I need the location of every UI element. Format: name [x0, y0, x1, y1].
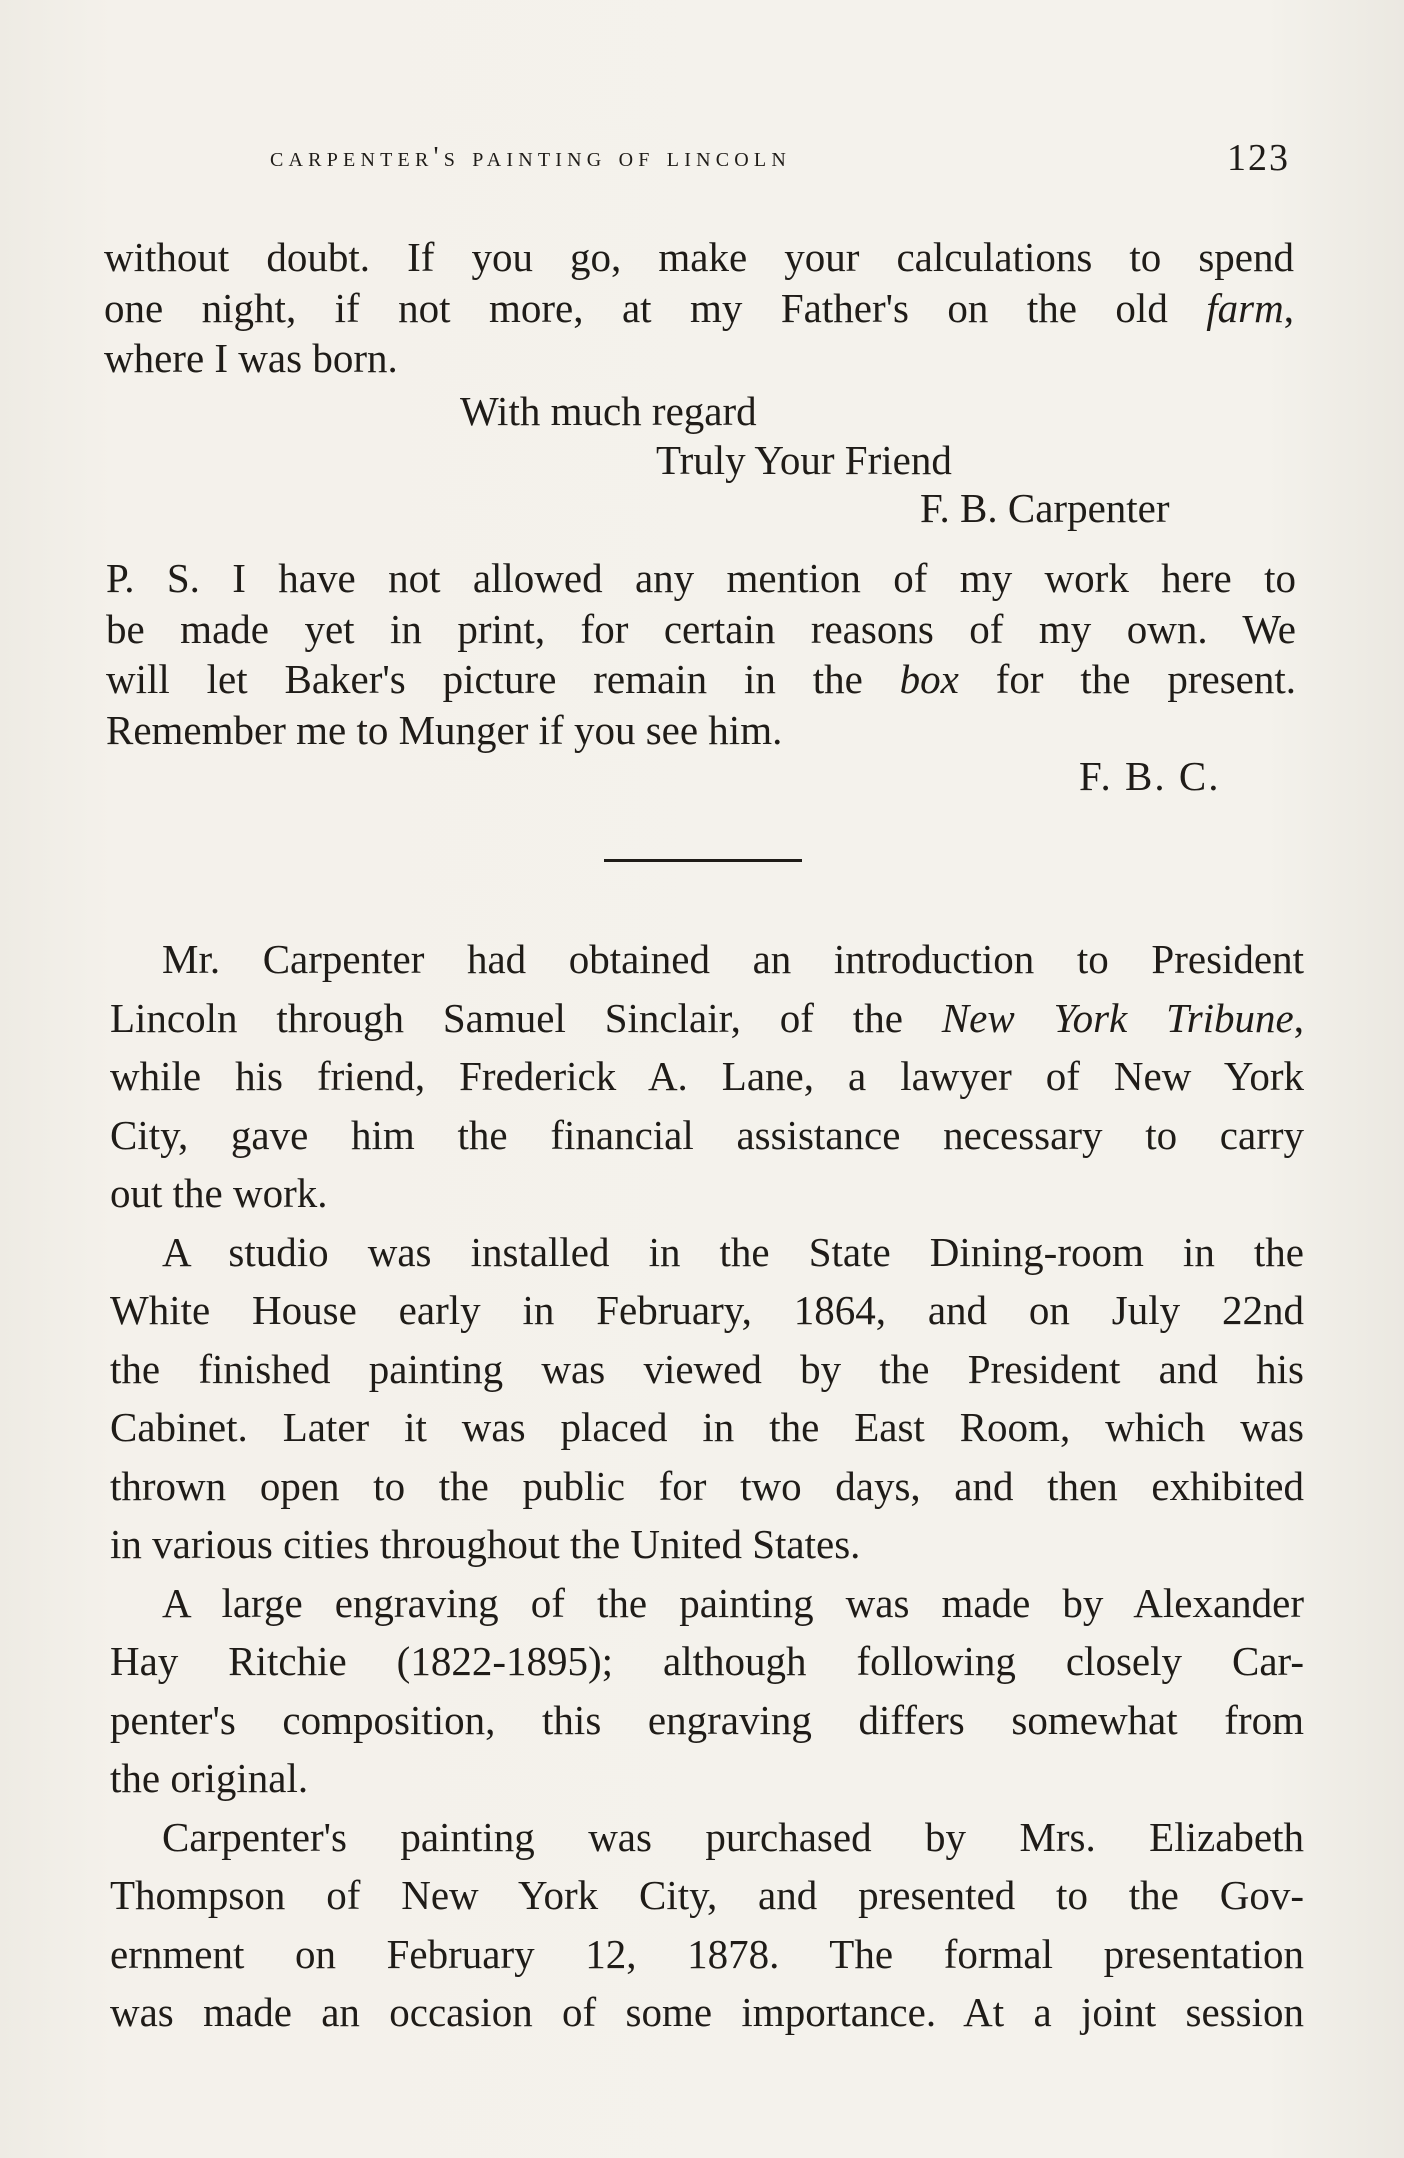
- paragraph-line: Hay Ritchie (1822-1895); although following closely Car-: [110, 1638, 1304, 1684]
- running-head: carpenter's painting of lincoln: [270, 142, 791, 173]
- paragraph-line: was made an occasion of some importance. At a joint session: [110, 1989, 1304, 2035]
- paragraph-line: the finished painting was viewed by the President and his: [110, 1345, 1304, 1392]
- paragraph-line: thrown open to the public for two days, and then exhibited: [110, 1462, 1304, 1509]
- page-number: 123: [1227, 137, 1290, 179]
- postscript-initials: F. B. C.: [1079, 753, 1221, 799]
- paragraph-line: Thompson of New York City, and presented to the Gov-: [110, 1872, 1304, 1918]
- postscript: [106, 553, 1296, 755]
- section-divider: [604, 859, 802, 862]
- paragraph-line: in various cities throughout the United States.: [110, 1521, 861, 1567]
- main-text: [110, 930, 1304, 2042]
- letter-closing-regard: With much regard: [460, 388, 757, 434]
- paragraph-line: the original.: [110, 1755, 309, 1801]
- paragraph-line: Cabinet. Later it was placed in the East Room, which was: [110, 1404, 1304, 1450]
- postscript-line: P. S. I have not allowed any mention of my work here to: [106, 555, 1296, 601]
- paragraph-line: A large engraving of the painting was made by Alexander: [162, 1579, 1304, 1626]
- paragraph-line: City, gave him the financial assistance necessary to carry: [110, 1111, 1304, 1158]
- paragraph-line: out the work.: [110, 1170, 328, 1216]
- paragraph-line: White House early in February, 1864, and on July 22nd: [110, 1287, 1304, 1333]
- letter-line: one night, if not more, at my Father's on the old farm,: [104, 284, 1294, 331]
- paragraph-line: Carpenter's painting was purchased by Mrs. Elizabeth: [162, 1813, 1304, 1860]
- postscript-line: be made yet in print, for certain reasons of my own. We: [106, 605, 1296, 652]
- paragraph-line: penter's composition, this engraving differs somewhat from: [110, 1696, 1304, 1743]
- paragraph-line: A studio was installed in the State Dining-room in the: [162, 1228, 1304, 1275]
- letter-signature: F. B. Carpenter: [920, 485, 1170, 531]
- page-header: [270, 137, 1290, 186]
- postscript-line: will let Baker's picture remain in the box for the present.: [106, 656, 1296, 702]
- postscript-line: Remember me to Munger if you see him.: [106, 706, 783, 753]
- paragraph-line: ernment on February 12, 1878. The formal presentation: [110, 1930, 1304, 1977]
- paragraph-line: while his friend, Frederick A. Lane, a lawyer of New York: [110, 1053, 1304, 1099]
- letter-line: where I was born.: [104, 335, 398, 381]
- letter-closing-friend: Truly Your Friend: [656, 437, 952, 483]
- paragraph-line: Lincoln through Samuel Sinclair, of the New York Tribune,: [110, 994, 1304, 1041]
- letter-line: without doubt. If you go, make your calculations to spend: [104, 234, 1294, 280]
- paragraph-line: Mr. Carpenter had obtained an introduction to President: [162, 936, 1304, 982]
- letter-body: [104, 232, 1294, 384]
